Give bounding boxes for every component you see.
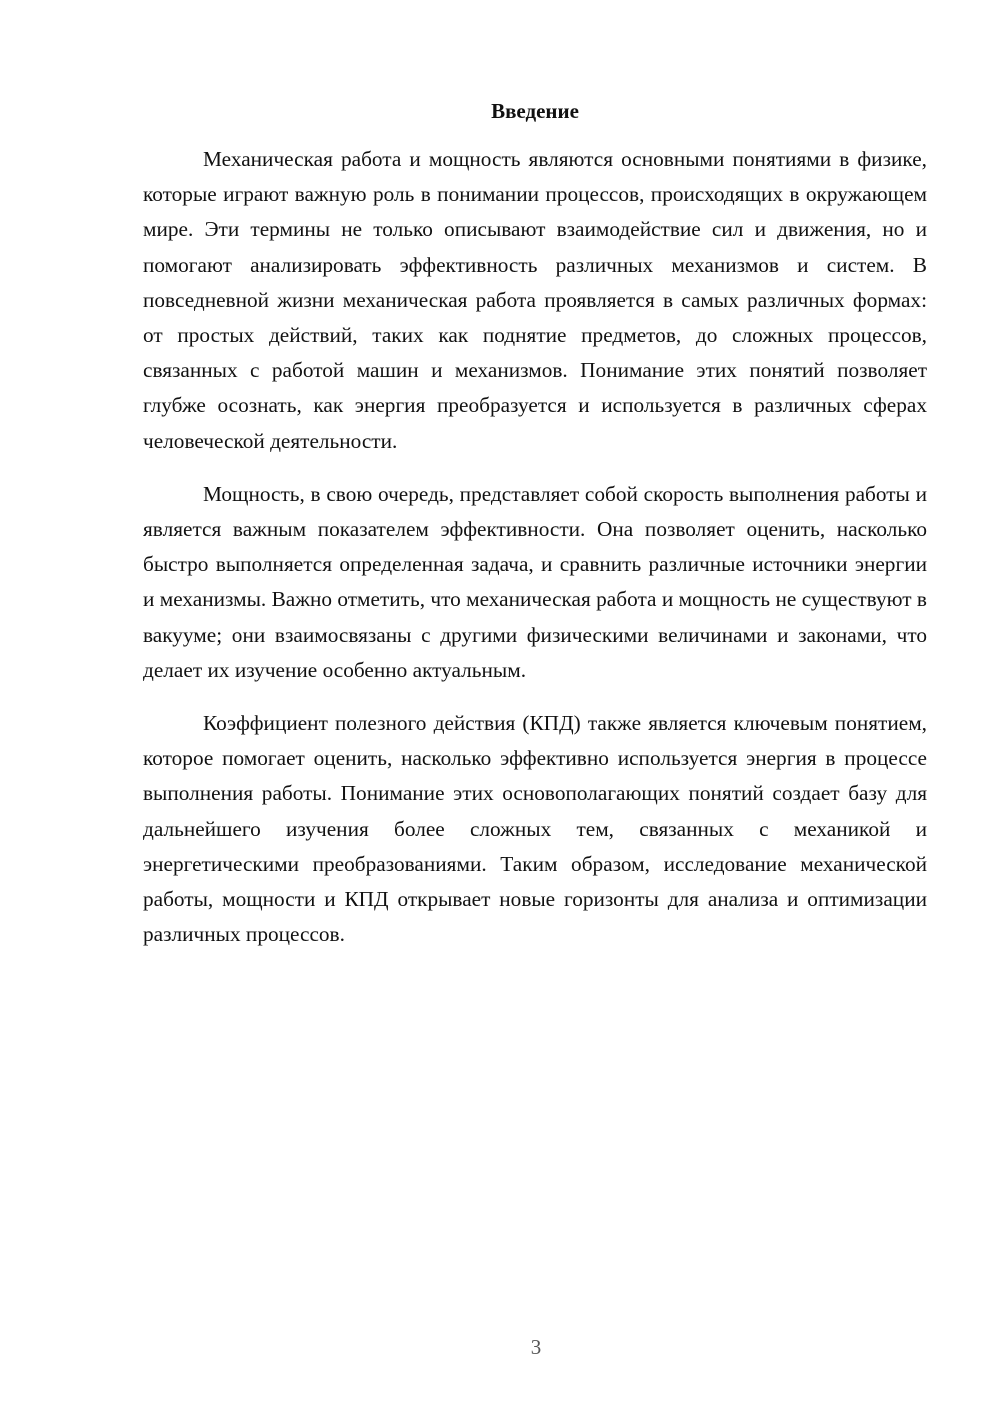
page-content: [143, 94, 927, 952]
page-number: 3: [530, 1335, 542, 1359]
paragraph-3: Коэффициент полезного действия (КПД) также является ключевым понятием, которое помогает оценить, насколько эффективно используется энергия в процессе выполнения работы. Понимание этих основополагающих понятий создает базу для дальнейшего изучения более сложных тем, связанных с механикой и энергетическими преобразованиями. Таким образом, исследование механической работы, мощности и КПД открывает новые горизонты для анализа и оптимизации различных процессов.: [143, 711, 927, 947]
paragraph-1: Механическая работа и мощность являются основными понятиями в физике, которые играют важную роль в понимании процессов, происходящих в окружающем мире. Эти термины не только описывают взаимодействие сил и движения, но и помогают анализировать эффективность различных механизмов и систем. В повседневной жизни механическая работа проявляется в самых различных формах: от простых действий, таких как поднятие предметов, до сложных процессов, связанных с работой машин и механизмов. Понимание этих понятий позволяет глубже осознать, как энергия преобразуется и используется в различных сферах человеческой деятельности.: [143, 147, 927, 453]
section-title: Введение: [491, 99, 579, 123]
paragraph-2: Мощность, в свою очередь, представляет собой скорость выполнения работы и является важным показателем эффективности. Она позволяет оценить, насколько быстро выполняется определенная задача, и сравнить различные источники энергии и механизмы. Важно отметить, что механическая работа и мощность не существуют в вакууме; они взаимосвязаны с другими физическими величинами и законами, что делает их изучение особенно актуальным.: [143, 481, 927, 682]
